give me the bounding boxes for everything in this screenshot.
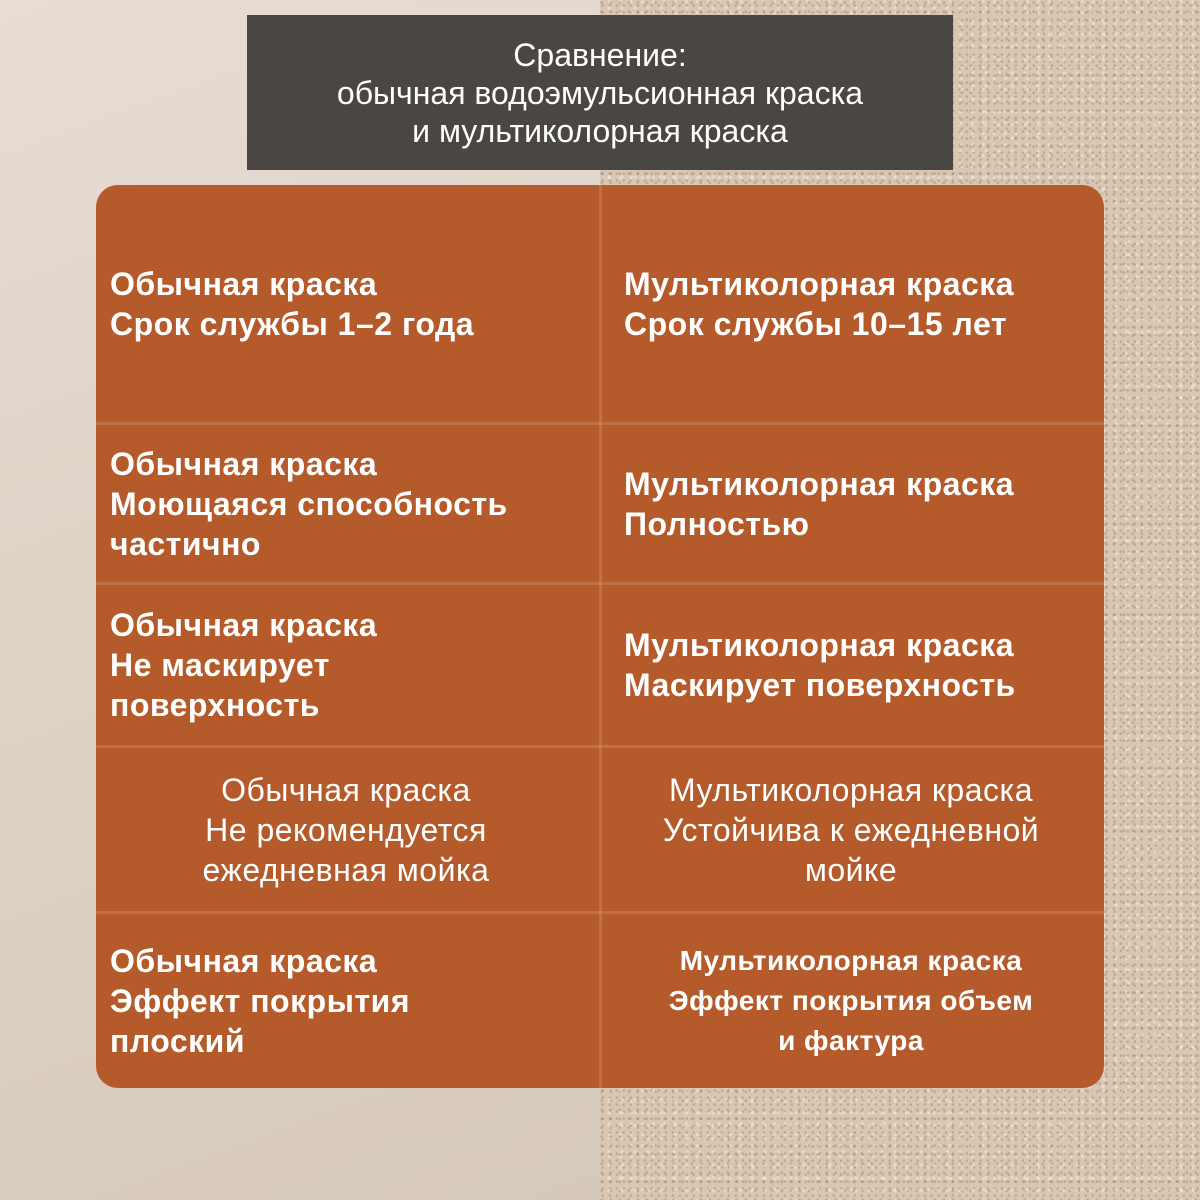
cell-text: Срок службы 10–15 лет: [624, 305, 1007, 342]
cell-text: Обычная краска: [110, 445, 378, 482]
cell-text: Моющаяся способность: [110, 485, 508, 522]
cell-text: Обычная краска: [110, 607, 378, 643]
comparison-table: [96, 185, 1104, 1088]
cell-text: Не маскирует: [110, 647, 330, 683]
cell-text: Полностью: [624, 505, 810, 542]
table-row-masking: [96, 585, 1104, 745]
cell-text: и фактура: [778, 1025, 924, 1056]
cell-text: Маскирует поверхность: [624, 667, 1016, 703]
cell-text: Обычная краска: [221, 771, 471, 808]
cell-text: мойке: [804, 851, 898, 888]
cell-text: Мультиколорная краска: [624, 627, 1015, 663]
cell-text: Срок службы 1–2 года: [110, 305, 475, 342]
title-box: [247, 15, 953, 170]
cell-regular-washability: [110, 425, 590, 582]
cell-regular-masking: [110, 585, 590, 745]
cell-text: Эффект покрытия объем: [668, 985, 1034, 1016]
cell-text: Обычная краска: [110, 943, 378, 979]
cell-text: частично: [110, 525, 261, 562]
table-row-daily-wash: [96, 748, 1104, 911]
cell-text: плоский: [110, 1023, 246, 1059]
title-line-3: и мультиколорная краска: [412, 112, 788, 149]
cell-text: Устойчива к ежедневной: [662, 811, 1040, 848]
cell-text: Мультиколорная краска: [624, 265, 1015, 302]
table-row-washability: [96, 425, 1104, 582]
cell-multicolor-effect: [606, 914, 1096, 1088]
title-line-1: Сравнение:: [513, 36, 687, 73]
cell-text: поверхность: [110, 687, 320, 723]
cell-text: Не рекомендуется: [205, 811, 487, 848]
cell-multicolor-lifetime: [624, 185, 1094, 422]
cell-multicolor-daily-wash: [606, 748, 1096, 911]
cell-regular-effect: [110, 914, 590, 1088]
cell-text: Мультиколорная краска: [679, 945, 1023, 976]
cell-multicolor-washability: [624, 425, 1094, 582]
cell-regular-lifetime: [110, 185, 590, 422]
cell-text: ежедневная мойка: [202, 851, 490, 888]
cell-text: Эффект покрытия: [110, 983, 410, 1019]
cell-text: Мультиколорная краска: [668, 771, 1034, 808]
cell-regular-daily-wash: [96, 748, 596, 911]
cell-multicolor-masking: [624, 585, 1094, 745]
title-line-2: обычная водоэмульсионная краска: [336, 74, 864, 111]
table-row-effect: [96, 914, 1104, 1088]
table-row-lifetime: [96, 185, 1104, 422]
cell-text: Мультиколорная краска: [624, 465, 1015, 502]
cell-text: Обычная краска: [110, 265, 378, 302]
